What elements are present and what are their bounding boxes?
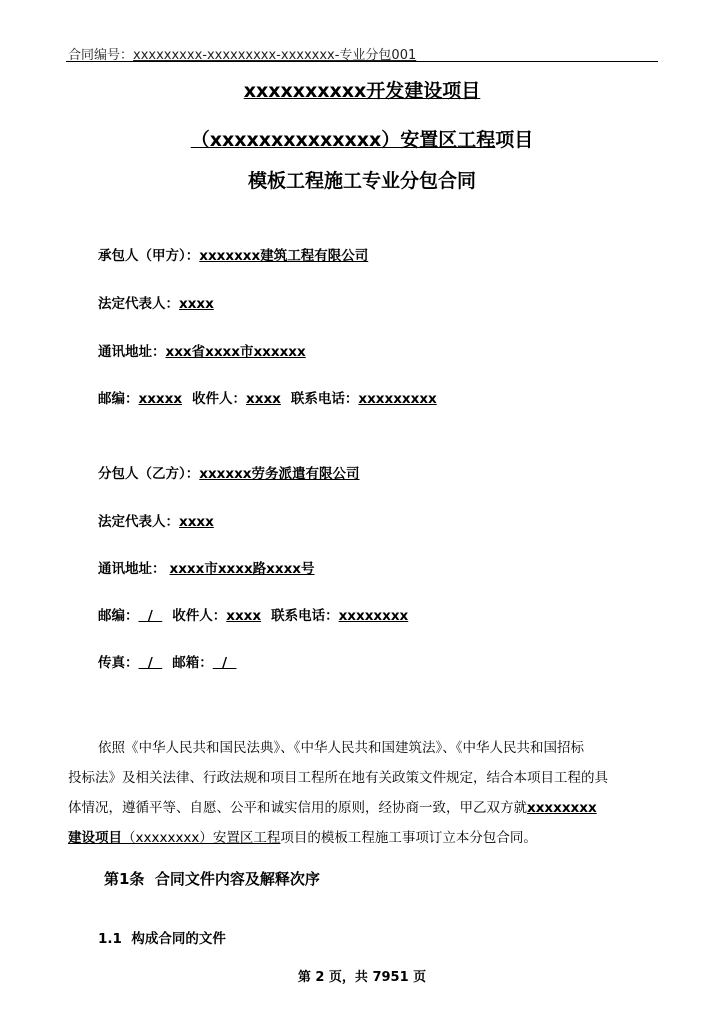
contract-number-value: xxxxxxxxx-xxxxxxxxx-xxxxxxx-专业分包001: [133, 48, 417, 63]
party-b-name-label: 分包人（乙方）：: [98, 466, 200, 482]
party-a-rep-value: xxxx: [179, 296, 214, 312]
contract-number-label: 合同编号：: [68, 48, 134, 63]
party-b-fax-email: [98, 651, 236, 671]
party-b-recipient-label: 收件人：: [172, 608, 227, 624]
party-b-name: [98, 462, 360, 482]
party-b-contact: [98, 604, 408, 624]
party-a-contact: [98, 387, 437, 407]
party-b-email-label: 邮箱：: [172, 655, 213, 671]
body-line-2: 投标法》及相关法律、行政法规和项目工程所在地有关政策文件规定，结合本项目工程的具: [68, 770, 608, 786]
body-line-3: [68, 793, 658, 823]
party-a-recipient-value: xxxx: [246, 391, 281, 407]
title-line-2: [0, 125, 724, 152]
party-b-fax-label: 传真：: [98, 655, 139, 671]
party-a-addr-value: xxx省xxxx市xxxxxx: [165, 344, 306, 360]
party-b-zip-value: /: [138, 608, 163, 624]
party-a-zip-value: xxxxx: [138, 391, 183, 407]
party-b-tel-label: 联系电话：: [271, 608, 339, 624]
party-b-rep-value: xxxx: [179, 514, 214, 530]
title-district: （xxxxxxxxxxxxxx）安置区工程: [190, 129, 496, 151]
body-line-4: [68, 823, 658, 853]
party-a-name-label: 承包人（甲方）：: [98, 248, 200, 264]
section-1-heading: 第1条 合同文件内容及解释次序: [104, 870, 320, 888]
party-a-tel-value: xxxxxxxxx: [358, 391, 437, 407]
party-b-recipient-value: xxxx: [226, 608, 262, 624]
title-project-name: xxxxxxxxxx开发建设项目: [243, 80, 481, 102]
body-line-3-project: xxxxxxxx: [527, 800, 597, 816]
document-title: 模板工程施工专业分包合同: [247, 170, 476, 192]
body-line-4-project: 建设项目: [68, 830, 122, 846]
subsection-1-1-heading: 1.1 构成合同的文件: [98, 931, 226, 947]
party-b-tel-value: xxxxxxxx: [338, 608, 409, 624]
party-a-recipient-label: 收件人：: [192, 391, 247, 407]
party-a-tel-label: 联系电话：: [290, 391, 359, 407]
party-b-addr-label: 通讯地址：: [98, 561, 166, 577]
body-line-4-text: 项目的模板工程施工事项订立本分包合同。: [280, 830, 537, 846]
party-b-addr-value: xxxx市xxxx路xxxx号: [169, 561, 315, 577]
title-project-suffix: 项目: [495, 129, 534, 151]
party-b-zip-label: 邮编：: [98, 608, 139, 624]
party-b-name-value: xxxxxx劳务派遣有限公司: [199, 466, 360, 482]
party-a-rep-label: 法定代表人：: [98, 296, 179, 312]
party-a-representative: [98, 292, 214, 312]
title-line-1: [0, 76, 724, 103]
party-b-address: [98, 557, 315, 577]
party-b-fax-value: /: [138, 655, 163, 671]
party-a-name: [98, 244, 368, 264]
body-line-3-text: 体情况，遵循平等、自愿、公平和诚实信用的原则，经协商一致，甲乙双方就: [68, 800, 527, 816]
party-b-email-value: /: [212, 655, 237, 671]
party-a-zip-label: 邮编：: [98, 391, 139, 407]
party-a-name-value: xxxxxxx建筑工程有限公司: [199, 248, 369, 264]
party-b-representative: [98, 510, 214, 530]
party-a-address: [98, 340, 306, 360]
header-rule: [66, 61, 658, 62]
body-line-4-district: （xxxxxxxx）安置区工程: [122, 830, 281, 846]
party-b-rep-label: 法定代表人：: [98, 514, 179, 530]
page-footer: 第 2 页，共 7951 页: [297, 970, 427, 985]
body-line-1: 依照《中华人民共和国民法典》、《中华人民共和国建筑法》、《中华人民共和国招标: [98, 740, 584, 756]
party-a-addr-label: 通讯地址：: [98, 344, 166, 360]
